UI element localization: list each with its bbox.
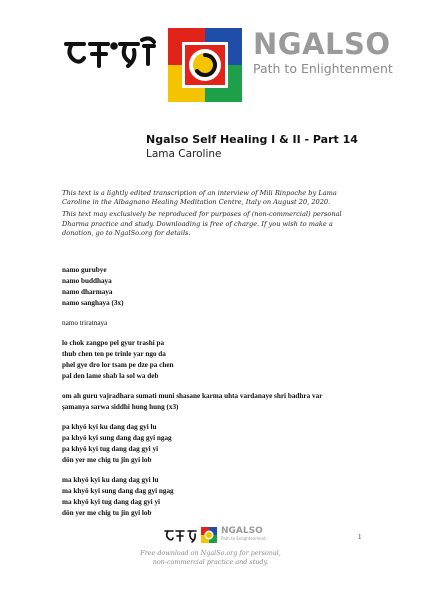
stanza bbox=[62, 391, 382, 413]
prayer-line: dön yer me chig tu jin gyi lob bbox=[62, 456, 152, 464]
stanza bbox=[62, 338, 382, 382]
prayer-line: şamanya sarwa siddhi hung hung (x3) bbox=[62, 403, 179, 411]
prayer-line: ma khyö kyi sung dang dag gyi ngag bbox=[62, 487, 174, 495]
prayer-line: pal den lame shab la sol wa deb bbox=[62, 372, 159, 380]
footer-brand bbox=[221, 527, 266, 541]
prayer-line: namo sanghaya (3x) bbox=[62, 299, 124, 307]
prayer-line: phel gye dro lor tsam pe dze pa chen bbox=[62, 361, 174, 369]
page-header bbox=[0, 0, 421, 110]
prayer-line: lo chok zangpo pel gyur trashi pa bbox=[62, 339, 165, 347]
prayer-line: pa khyö kyi ku dang dag gyi lu bbox=[62, 423, 157, 431]
prayer-line: namo gurubye bbox=[62, 266, 107, 274]
footer-line: non-commercial practice and study. bbox=[152, 557, 269, 566]
prayer-line: ma khyö kyi ku dang dag gyi lu bbox=[62, 476, 159, 484]
prayer-line: namo triratnaya bbox=[62, 319, 108, 327]
footer-brand-name: NGALSO bbox=[221, 526, 263, 536]
prayer-line: ma khyö kyi tug dang dag gyi yi bbox=[62, 498, 161, 506]
prayer-line: om ah guru vajradhara sumati muni shasane karma uhta vardanaye shri badhra var bbox=[62, 392, 323, 400]
prayer-text bbox=[62, 265, 382, 528]
prayer-line: pa khyö kyi sung dang dag gyi ngag bbox=[62, 434, 172, 442]
page-number: 1 bbox=[358, 533, 362, 541]
prayer-line: thub chen ten pe trinle yar ngo da bbox=[62, 350, 166, 358]
brand-block bbox=[253, 27, 393, 76]
document-title: Ngalso Self Healing I & II - Part 14 bbox=[146, 133, 358, 146]
footer-line: Free download on NgalSo.org for personal, bbox=[140, 549, 281, 557]
title-block bbox=[146, 133, 358, 160]
intro-notice bbox=[62, 189, 362, 241]
stanza bbox=[62, 422, 382, 466]
intro-paragraph: This text is a lightly edited transcription of an interview of Mili Rinpoche by Lama Caroline in the Albagnano Healing Meditation Centre, Italy on August 20, 2020. bbox=[62, 189, 337, 207]
intro-paragraph: This text may exclusively be reproduced for purposes of (non-commercial) personal Dharma practice and study. Downloading is free of charge. If you wish to make a donation, go to NgalSo.org for details. bbox=[62, 210, 342, 237]
footer-notice bbox=[0, 549, 421, 566]
stanza bbox=[62, 318, 382, 329]
prayer-line: dön yer me chig tu jin gyi lob bbox=[62, 509, 152, 517]
document-author: Lama Caroline bbox=[146, 148, 222, 160]
footer-brand-tagline: Path to Enlightenment bbox=[221, 536, 266, 541]
brand-tagline: Path to Enlightenment bbox=[253, 61, 393, 76]
tibetan-script-logo bbox=[62, 36, 157, 70]
stanza bbox=[62, 475, 382, 519]
prayer-line: namo buddhaya bbox=[62, 277, 112, 285]
prayer-line: pa khyö kyi tug dang dag gyi yi bbox=[62, 445, 159, 453]
prayer-line: namo dharmaya bbox=[62, 288, 113, 296]
brand-name: NGALSO bbox=[253, 27, 391, 61]
ngalso-mandala-icon bbox=[166, 26, 244, 104]
stanza bbox=[62, 265, 382, 309]
